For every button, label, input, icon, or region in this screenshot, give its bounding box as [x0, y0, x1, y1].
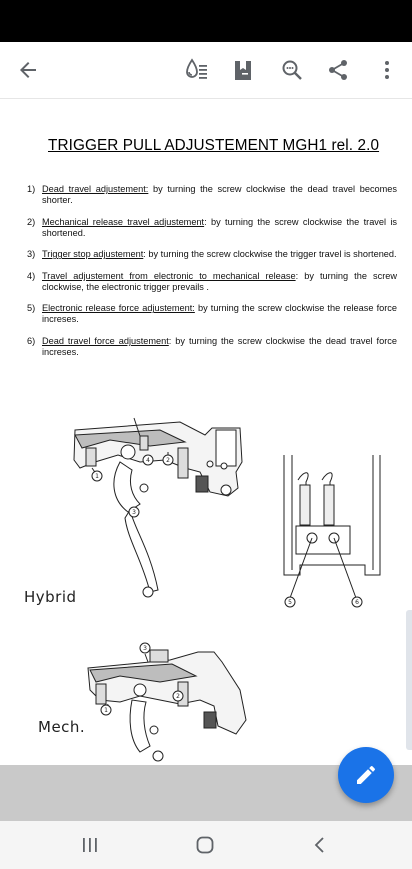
list-item [27, 217, 397, 239]
share-icon[interactable] [324, 56, 352, 84]
system-nav-bar [0, 821, 412, 869]
item-number: 4) [27, 270, 36, 281]
recent-apps-icon[interactable] [70, 831, 110, 859]
search-icon[interactable] [278, 56, 306, 84]
document-title: TRIGGER PULL ADJUSTEMENT MGH1 rel. 2.0 [48, 137, 380, 154]
callout-2-mech: 2 [176, 693, 180, 700]
list-item [27, 249, 397, 260]
more-vertical-icon[interactable] [373, 56, 401, 84]
home-icon[interactable] [185, 831, 225, 859]
list-item [27, 336, 397, 358]
item-text: by turning the screw clockwise the dead travel becomes shorter. [42, 184, 397, 205]
list-item [27, 184, 397, 206]
item-label: Mechanical release travel adjustement [42, 216, 205, 227]
callout-6: 6 [355, 599, 359, 606]
adjustment-list [27, 184, 397, 369]
item-number: 3) [27, 249, 36, 260]
item-label: Electronic release force adjustement: [42, 303, 195, 314]
callout-3: 3 [132, 509, 136, 516]
item-label: Dead travel force adjustement [42, 335, 169, 346]
item-number: 1) [27, 184, 36, 194]
item-label: Trigger stop adjustement [42, 249, 144, 260]
edit-fab-button[interactable] [338, 747, 394, 803]
document-page[interactable] [0, 100, 412, 765]
list-item [27, 271, 397, 293]
item-text: by turning the screw clockwise the release force increses. [42, 303, 397, 325]
label-hybrid: Hybrid [24, 588, 77, 606]
callout-2: 2 [166, 457, 170, 464]
item-number: 5) [27, 303, 36, 314]
label-mech: Mech. [38, 718, 86, 736]
item-number: 6) [27, 335, 36, 346]
item-number: 2) [27, 216, 36, 227]
callout-3-mech: 3 [143, 645, 147, 652]
item-text: : by turning the screw clockwise the dead travel force increses. [42, 335, 397, 357]
callout-4: 4 [146, 457, 150, 464]
toolbar [0, 42, 412, 99]
text-to-speech-icon[interactable] [182, 56, 210, 84]
callout-1: 1 [95, 473, 99, 480]
item-text: : by turning the screw clockwise, the electronic trigger prevails . [42, 270, 397, 292]
status-bar [0, 0, 412, 42]
bookmark-icon[interactable] [229, 56, 257, 84]
trigger-mechanism-drawing [0, 400, 412, 765]
scroll-handle[interactable] [406, 610, 412, 750]
item-label: Travel adjustement from electronic to mechanical release [42, 270, 296, 281]
edit-pencil-icon [354, 763, 378, 787]
item-text: : by turning the screw clockwise the travel is shortened. [42, 216, 398, 238]
back-arrow-icon[interactable] [14, 56, 42, 84]
list-item [27, 303, 397, 325]
item-label: Dead travel adjustement: [42, 184, 149, 194]
callout-5: 5 [288, 599, 292, 606]
back-icon[interactable] [300, 831, 340, 859]
trigger-diagram [0, 400, 412, 765]
item-text: : by turning the screw clockwise the trigger travel is shortened. [143, 249, 397, 260]
callout-1-mech: 1 [104, 707, 108, 714]
